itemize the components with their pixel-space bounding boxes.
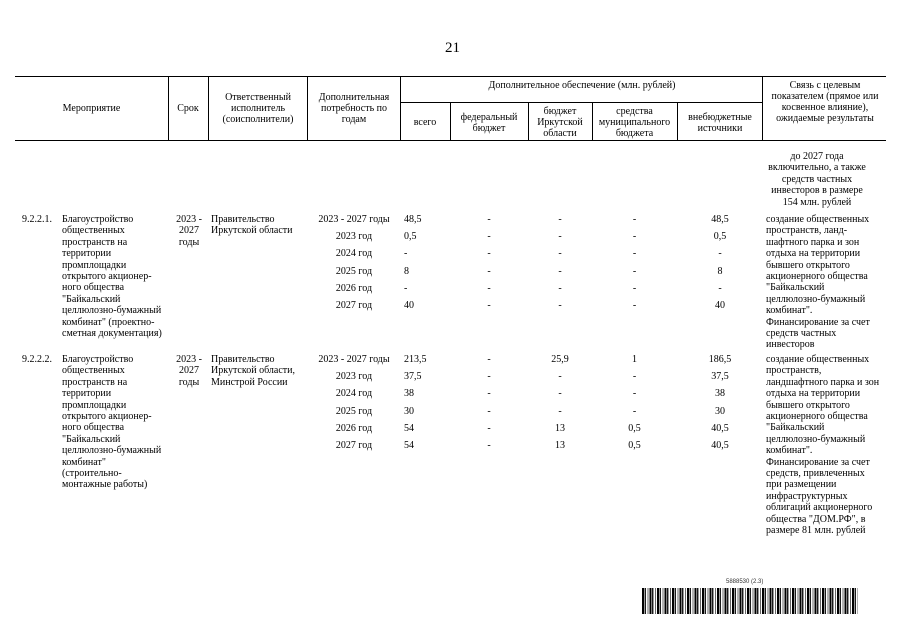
barcode-bar — [720, 588, 721, 614]
row1-extra-4: - — [718, 282, 722, 294]
barcode-bar — [755, 588, 757, 614]
barcode-bar — [813, 588, 814, 614]
barcode-bar — [840, 588, 841, 614]
row1-event: Благоустройство общественных пространств на территории промплощадки открытого акционер-ного общества "Байкальский целлюлозно-бумажный комбинат" (проектно-сметная документация) — [62, 214, 162, 340]
barcode-bar — [753, 588, 754, 614]
barcode-bar — [850, 588, 851, 614]
row1-period-2: 2024 год — [335, 248, 373, 260]
row1-regional-5: - — [558, 300, 562, 311]
barcode-bar — [817, 588, 818, 614]
row2-total-2: 38 — [404, 388, 414, 400]
row1-municipal-4: - — [632, 282, 637, 294]
barcode-bar — [663, 588, 664, 614]
row1-extra-0: 48,5 — [711, 214, 729, 225]
barcode-bar — [837, 588, 839, 614]
row1-code: 9.2.2.1. — [22, 214, 52, 225]
row1-federal-5: - — [487, 300, 491, 311]
row1-municipal-1: - — [632, 231, 637, 243]
row1-total-4: - — [404, 282, 408, 294]
barcode-bar — [785, 588, 787, 614]
row2-period-4: 2026 год — [335, 422, 373, 434]
row2-result: создание общественных пространств, ландшафтного парка и зон отдыха на территории бывшего открытого акционерного общества "Байкальский целлюлозно-бумажный комбинат". Финансирование за счет средств, привлеченных при размещении инфраструктурных облигаций акционерного общества "ДОМ.РФ", в размере 81 млн. рублей — [766, 354, 880, 537]
barcode-bar — [667, 588, 668, 614]
barcode-bar — [657, 588, 659, 614]
row2-total-4: 54 — [404, 422, 414, 434]
row2-regional-0: 25,9 — [551, 354, 569, 365]
row2-period-1: 2023 год — [335, 371, 373, 383]
row2-federal-2: - — [487, 388, 491, 400]
barcode-bar — [712, 588, 713, 614]
row2-total-1: 37,5 — [404, 371, 422, 383]
row2-municipal-4: 0,5 — [628, 422, 641, 434]
barcode-bar — [650, 588, 652, 614]
row2-federal-3: - — [487, 405, 491, 417]
barcode-bar — [687, 588, 689, 614]
row2-extra-1: 37,5 — [711, 371, 729, 383]
row1-total-1: 0,5 — [404, 231, 417, 243]
header-funding: Дополнительное обеспечение (млн. рублей) — [488, 80, 676, 91]
barcode-bar — [660, 588, 661, 614]
barcode-bar — [775, 588, 776, 614]
barcode-bar — [700, 588, 701, 614]
row2-period-2: 2024 год — [335, 388, 373, 400]
table-header-bottom-rule — [15, 140, 886, 141]
barcode-bar — [787, 588, 788, 614]
row2-regional-1: - — [558, 371, 562, 383]
barcode-bar — [665, 588, 667, 614]
barcode-bar — [732, 588, 734, 614]
row1-extra-2: - — [718, 248, 722, 260]
barcode-bar — [792, 588, 794, 614]
row2-regional-2: - — [558, 388, 562, 400]
barcode-bar — [697, 588, 698, 614]
row2-event: Благоустройство общественных пространств на территории промплощадки открытого акционер-ного общества "Байкальский целлюлозно-бумажный комбинат" (строительно-монтажные работы) — [62, 354, 162, 491]
barcode-bar — [742, 588, 743, 614]
barcode-bar — [832, 588, 833, 614]
row2-regional-5: 13 — [555, 440, 565, 451]
row2-municipal-5: 0,5 — [628, 440, 641, 451]
row1-period-3: 2025 год — [335, 265, 373, 277]
barcode-bar — [725, 588, 727, 614]
barcode-bar — [738, 588, 739, 614]
row1-regional-4: - — [558, 282, 562, 294]
row2-extra-5: 40,5 — [711, 440, 729, 451]
row2-extra-4: 40,5 — [711, 422, 729, 434]
barcode-bar — [790, 588, 791, 614]
row2-extra-2: 38 — [715, 388, 725, 400]
row2-total-3: 30 — [404, 405, 414, 417]
row1-municipal-0: - — [632, 214, 637, 225]
barcode-bar — [710, 588, 712, 614]
row1-federal-0: - — [487, 214, 491, 225]
header-executor: Ответственный исполнитель (соисполнители) — [222, 92, 294, 125]
barcode-bar — [682, 588, 683, 614]
barcode-bar — [820, 588, 821, 614]
row2-extra-0: 186,5 — [708, 354, 732, 365]
row2-regional-3: - — [558, 405, 562, 417]
barcode-bar — [822, 588, 824, 614]
row1-executor: Правительство Иркутской области — [211, 214, 293, 237]
barcode-bar — [750, 588, 751, 614]
barcode-bar — [652, 588, 653, 614]
row1-federal-2: - — [487, 248, 491, 260]
barcode-bar — [678, 588, 679, 614]
row1-result: создание общественных пространств, ланд-шафтного парка и зон отдыха на территории бывшего открытого акционерного общества "Байкальский целлюлозно-бумажный комбинат". Финансирование за счет средств частных инвесторов — [766, 214, 870, 351]
barcode-bar — [835, 588, 836, 614]
row2-federal-0: - — [487, 354, 491, 365]
barcode-id: 5888530 (2.3) — [726, 579, 764, 585]
barcode-bar — [825, 588, 826, 614]
barcode-bar — [747, 588, 749, 614]
barcode-bar — [727, 588, 728, 614]
header-event: Мероприятие — [62, 103, 121, 114]
row2-municipal-3: - — [632, 405, 637, 417]
barcode — [642, 588, 858, 614]
barcode-bar — [828, 588, 829, 614]
barcode-bar — [770, 588, 772, 614]
page-number: 21 — [445, 40, 460, 56]
barcode-bar — [830, 588, 832, 614]
header-link: Связь с целевым показателем (прямое или косвенное влияние), ожидаемые результаты — [771, 80, 879, 124]
barcode-bar — [777, 588, 779, 614]
barcode-bar — [702, 588, 704, 614]
header-extrabudget: внебюджетные источники — [688, 112, 752, 134]
barcode-bar — [795, 588, 796, 614]
barcode-bar — [642, 588, 644, 614]
row2-municipal-1: - — [632, 371, 637, 383]
row2-code: 9.2.2.2. — [22, 354, 52, 365]
barcode-bar — [717, 588, 719, 614]
barcode-bar — [685, 588, 686, 614]
row1-total-0: 48,5 — [404, 214, 422, 225]
barcode-bar — [810, 588, 811, 614]
barcode-bar — [783, 588, 784, 614]
row1-municipal-2: - — [632, 248, 637, 260]
col-divider-6 — [528, 102, 529, 140]
header-term: Срок — [177, 103, 199, 114]
row1-federal-3: - — [487, 265, 491, 277]
row2-period-3: 2025 год — [335, 405, 373, 417]
row2-municipal-0: 1 — [632, 354, 637, 365]
barcode-bar — [693, 588, 694, 614]
row2-municipal-2: - — [632, 388, 637, 400]
row1-period-4: 2026 год — [335, 282, 373, 294]
barcode-bar — [690, 588, 691, 614]
barcode-bar — [762, 588, 764, 614]
header-regional: бюджет Иркутской области — [537, 106, 583, 139]
row1-total-5: 40 — [404, 300, 414, 311]
continuation-text: до 2027 года включительно, а также средств частных инвесторов в размере 154 млн. рублей — [768, 151, 866, 208]
barcode-bar — [648, 588, 649, 614]
barcode-bar — [800, 588, 802, 614]
row1-federal-4: - — [487, 282, 491, 294]
barcode-bar — [802, 588, 803, 614]
row2-federal-4: - — [487, 422, 491, 434]
barcode-bar — [705, 588, 706, 614]
barcode-bar — [760, 588, 761, 614]
header-federal: федеральный бюджет — [460, 112, 518, 134]
barcode-bar — [855, 588, 856, 614]
header-need: Дополнительная потребность по годам — [318, 92, 390, 125]
barcode-bar — [845, 588, 847, 614]
row1-municipal-3: - — [632, 265, 637, 277]
barcode-bar — [675, 588, 676, 614]
row2-extra-3: 30 — [715, 405, 725, 417]
row1-period-1: 2023 год — [335, 231, 373, 243]
row1-municipal-5: - — [632, 300, 637, 311]
col-divider-2 — [208, 76, 209, 140]
header-municipal: средства муниципального бюджета — [598, 106, 671, 139]
barcode-bar — [680, 588, 682, 614]
barcode-bar — [805, 588, 806, 614]
barcode-bar — [735, 588, 736, 614]
row1-regional-1: - — [558, 231, 562, 243]
col-divider-4 — [400, 76, 401, 140]
row1-total-2: - — [404, 248, 408, 260]
header-total: всего — [413, 117, 437, 128]
barcode-bar — [672, 588, 674, 614]
row1-regional-2: - — [558, 248, 562, 260]
row2-federal-5: - — [487, 440, 491, 451]
barcode-bar — [715, 588, 716, 614]
row2-federal-1: - — [487, 371, 491, 383]
barcode-bar — [807, 588, 809, 614]
barcode-bar — [780, 588, 781, 614]
row2-total-5: 54 — [404, 440, 414, 451]
barcode-bar — [768, 588, 769, 614]
barcode-bar — [695, 588, 697, 614]
row1-total-3: 8 — [404, 265, 409, 277]
col-divider-5 — [450, 102, 451, 140]
barcode-bar — [708, 588, 709, 614]
row1-term: 2023 - 2027 годы — [176, 214, 202, 248]
row2-executor: Правительство Иркутской области, Минстрой России — [211, 354, 295, 388]
barcode-bar — [655, 588, 656, 614]
row2-term: 2023 - 2027 годы — [176, 354, 202, 388]
table-top-rule — [15, 76, 886, 77]
barcode-bar — [815, 588, 817, 614]
row2-regional-4: 13 — [555, 422, 565, 434]
barcode-bar — [730, 588, 731, 614]
row1-regional-3: - — [558, 265, 562, 277]
barcode-bar — [645, 588, 646, 614]
barcode-bar — [852, 588, 854, 614]
barcode-bar — [745, 588, 746, 614]
barcode-bar — [843, 588, 844, 614]
barcode-bar — [847, 588, 848, 614]
row1-period-0: 2023 - 2027 годы — [318, 214, 390, 225]
barcode-bar — [772, 588, 773, 614]
barcode-bar — [765, 588, 766, 614]
row1-period-5: 2027 год — [335, 300, 373, 311]
row1-federal-1: - — [487, 231, 491, 243]
barcode-bar — [723, 588, 724, 614]
barcode-bar — [740, 588, 742, 614]
barcode-bar — [757, 588, 758, 614]
col-divider-8 — [677, 102, 678, 140]
row1-extra-1: 0,5 — [713, 231, 727, 243]
row2-total-0: 213,5 — [404, 354, 427, 365]
row2-period-5: 2027 год — [335, 440, 373, 451]
row2-period-0: 2023 - 2027 годы — [318, 354, 390, 365]
col-divider-9 — [762, 76, 763, 140]
row1-regional-0: - — [558, 214, 562, 225]
funding-subheader-rule — [400, 102, 762, 103]
row1-extra-5: 40 — [715, 300, 725, 311]
barcode-bar — [798, 588, 799, 614]
barcode-bar — [670, 588, 671, 614]
row1-extra-3: 8 — [717, 265, 723, 277]
